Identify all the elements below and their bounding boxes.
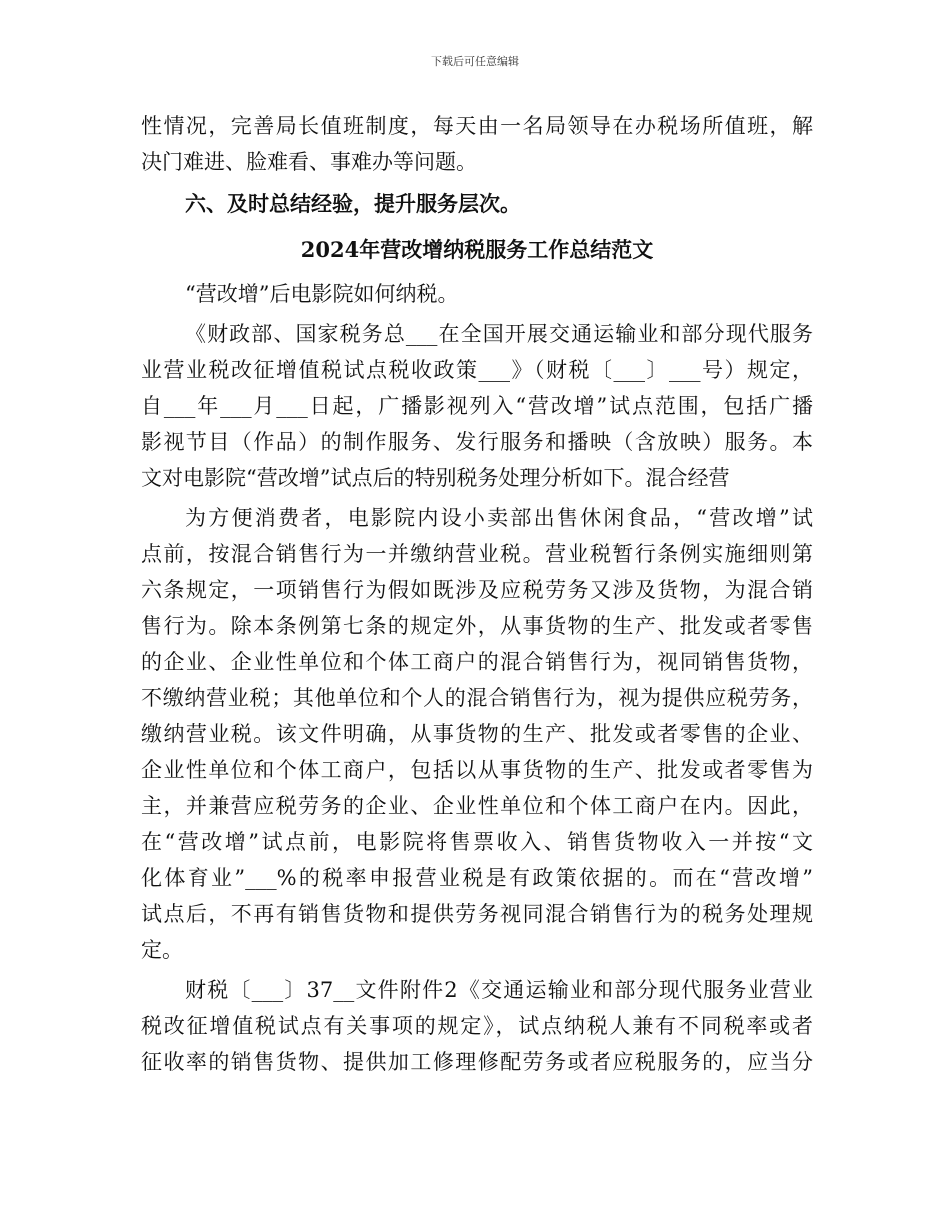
text-line: 业营业税改征增值税试点税收政策___》（财税〔___〕___号）规定， bbox=[141, 358, 813, 382]
section-heading: 六、及时总结经验，提升服务层次。 bbox=[185, 191, 521, 216]
text-line: 文对电影院“营改增”试点后的特别税务处理分析如下。混合经营 bbox=[141, 466, 730, 490]
text-line: 税改征增值税试点有关事项的规定》，试点纳税人兼有不同税率或者 bbox=[141, 1014, 813, 1038]
text-line: 点前，按混合销售行为一并缴纳营业税。营业税暂行条例实施细则第 bbox=[141, 542, 813, 566]
text-line: 企业性单位和个体工商户，包括以从事货物的生产、批发或者零售为 bbox=[141, 758, 813, 782]
text-line: 缴纳营业税。该文件明确，从事货物的生产、批发或者零售的企业、 bbox=[141, 722, 813, 746]
text-line: 征收率的销售货物、提供加工修理修配劳务或者应税服务的，应当分 bbox=[141, 1050, 813, 1074]
text-line: 定。 bbox=[141, 938, 183, 962]
continuation-paragraph bbox=[141, 108, 813, 180]
text-line: 的企业、企业性单位和个体工商户的混合销售行为，视同销售货物， bbox=[141, 650, 813, 674]
text-line: 性情况，完善局长值班制度，每天由一名局领导在办税场所值班，解 bbox=[141, 114, 813, 138]
text-line: 为方便消费者，电影院内设小卖部出售休闲食品，“营改增”试 bbox=[185, 506, 813, 530]
text-line: 六条规定，一项销售行为假如既涉及应税劳务又涉及货物，为混合销 bbox=[141, 578, 813, 602]
paragraph-4 bbox=[141, 972, 813, 1080]
text-line: 售行为。除本条例第七条的规定外，从事货物的生产、批发或者零售 bbox=[141, 614, 813, 638]
text-line: 决门难进、脸难看、事难办等问题。 bbox=[141, 150, 477, 174]
text-line: 财税〔___〕37__文件附件2《交通运输业和部分现代服务业营业 bbox=[185, 978, 813, 1002]
text-line: 化体育业”___%的税率申报营业税是有政策依据的。而在“营改增” bbox=[141, 866, 813, 890]
document-body bbox=[141, 108, 813, 1080]
page-header-note: 下载后可任意编辑 bbox=[431, 55, 519, 68]
paragraph-3 bbox=[141, 500, 813, 968]
text-line: 自___年___月___日起，广播影视列入“营改增”试点范围，包括广播 bbox=[141, 394, 813, 418]
paragraph-2 bbox=[141, 316, 813, 496]
text-line: 在“营改增”试点前，电影院将售票收入、销售货物收入一并按“文 bbox=[141, 830, 813, 854]
text-line: “营改增”后电影院如何纳税。 bbox=[185, 282, 459, 306]
paragraph-1 bbox=[141, 276, 813, 312]
text-line: 影视节目（作品）的制作服务、发行服务和播映（含放映）服务。本 bbox=[141, 430, 813, 454]
text-line: 《财政部、国家税务总___在全国开展交通运输业和部分现代服务 bbox=[185, 322, 813, 346]
document-title: 2024年营改增纳税服务工作总结范文 bbox=[300, 237, 654, 262]
text-line: 主，并兼营应税劳务的企业、企业性单位和个体工商户在内。因此， bbox=[141, 794, 813, 818]
text-line: 试点后，不再有销售货物和提供劳务视同混合销售行为的税务处理规 bbox=[141, 902, 813, 926]
text-line: 不缴纳营业税；其他单位和个人的混合销售行为，视为提供应税劳务， bbox=[141, 686, 813, 710]
